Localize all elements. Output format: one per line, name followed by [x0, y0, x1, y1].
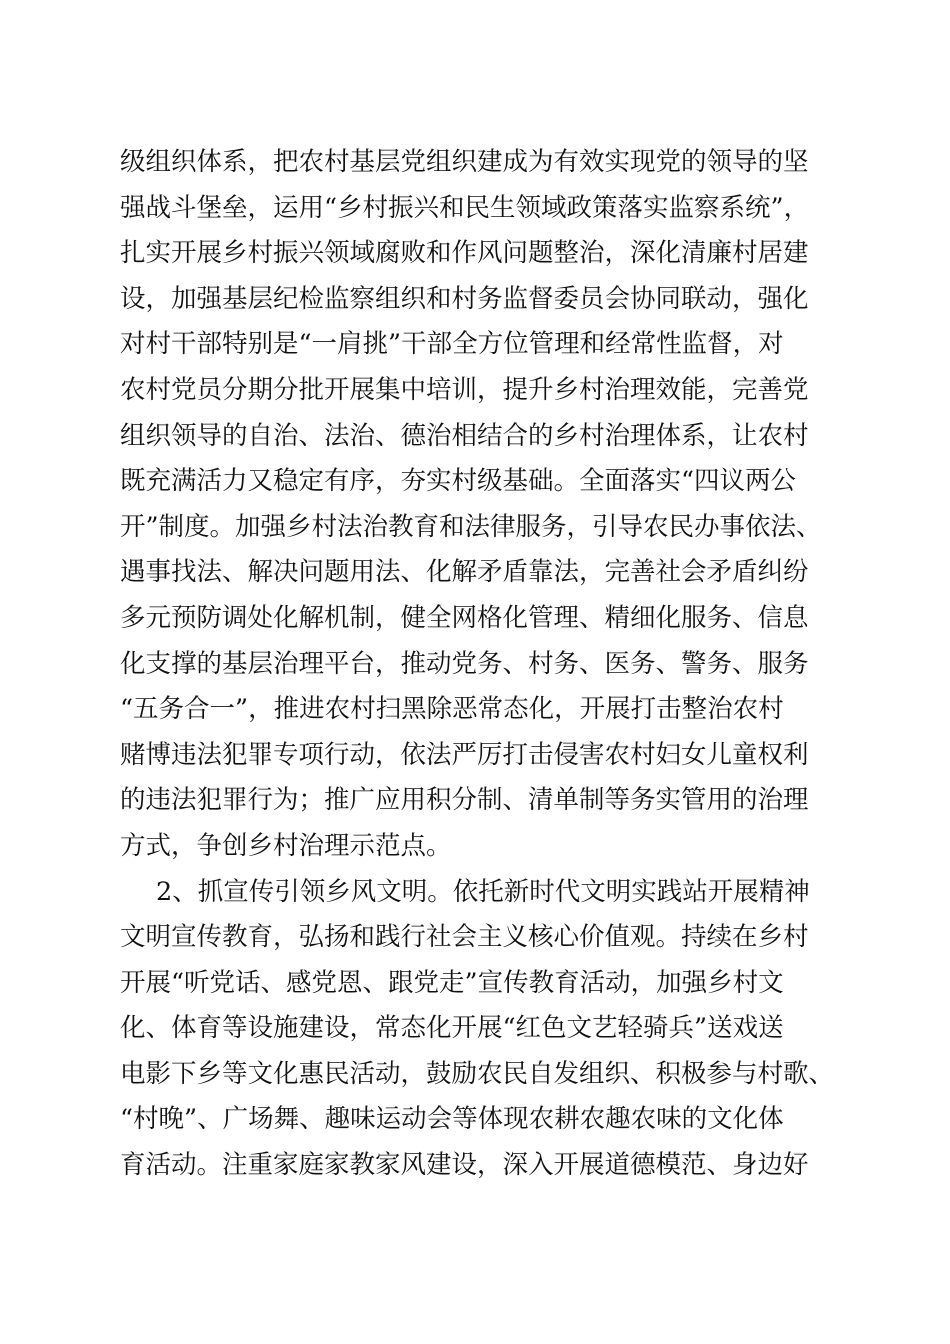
text-line: 化、体育等设施建设，常态化开展“红色文艺轻骑兵”送戏送 [120, 1013, 784, 1044]
text-line: 的违法犯罪行为；推广应用积分制、清单制等务实管用的治理 [120, 785, 809, 816]
text-line: 扎实开展乡村振兴领域腐败和作风问题整治，深化清廉村居建 [120, 238, 809, 269]
text-line: 多元预防调处化解机制，健全网格化管理、精细化服务、信息 [120, 602, 809, 633]
text-line: 方式，争创乡村治理示范点。 [120, 830, 452, 861]
text-line: 赌博违法犯罪专项行动，依法严厉打击侵害农村妇女儿童权利 [120, 739, 809, 770]
text-line: 设，加强基层纪检监察组织和村务监督委员会协同联动，强化 [120, 283, 809, 314]
text-line: 开”制度。加强乡村法治教育和法律服务，引导农民办事依法、 [120, 511, 822, 542]
text-line: 农村党员分期分批开展集中培训，提升乡村治理效能，完善党 [120, 374, 809, 405]
text-line: 电影下乡等文化惠民活动，鼓励农民自发组织、积极参与村歌、 [120, 1058, 835, 1089]
text-line: 遇事找法、解决问题用法、化解矛盾靠法，完善社会矛盾纠纷 [120, 557, 809, 588]
text-line: 化支撑的基层治理平台，推动党务、村务、医务、警务、服务 [120, 648, 809, 679]
section-heading-line: 2、抓宣传引领乡风文明。依托新时代文明实践站开展精神 [156, 876, 810, 907]
text-line: “五务合一”，推进农村扫黑除恶常态化，开展打击整治农村 [120, 694, 784, 725]
text-line: 组织领导的自治、法治、德治相结合的乡村治理体系，让农村 [120, 420, 809, 451]
text-line: 文明宣传教育，弘扬和践行社会主义核心价值观。持续在乡村 [120, 922, 809, 953]
body-text [120, 140, 840, 1189]
text-line: “村晚”、广场舞、趣味运动会等体现农耕农趣农味的文化体 [120, 1104, 784, 1135]
text-line: 开展“听党话、感党恩、跟党走”宣传教育活动，加强乡村文 [120, 967, 784, 998]
text-line: 既充满活力又稳定有序，夯实村级基础。全面落实“四议两公 [120, 466, 797, 497]
paragraph-section-2 [120, 870, 840, 1189]
text-line: 级组织体系，把农村基层党组织建成为有效实现党的领导的坚 [120, 147, 809, 177]
text-line: 强战斗堡垒，运用“乡村振兴和民生领域政策落实监察系统”， [120, 192, 810, 223]
text-line: 育活动。注重家庭家教家风建设，深入开展道德模范、身边好 [120, 1150, 809, 1181]
text-line: 对村干部特别是“一肩挑”干部全方位管理和经常性监督，对 [120, 329, 784, 360]
paragraph-continued [120, 140, 840, 870]
